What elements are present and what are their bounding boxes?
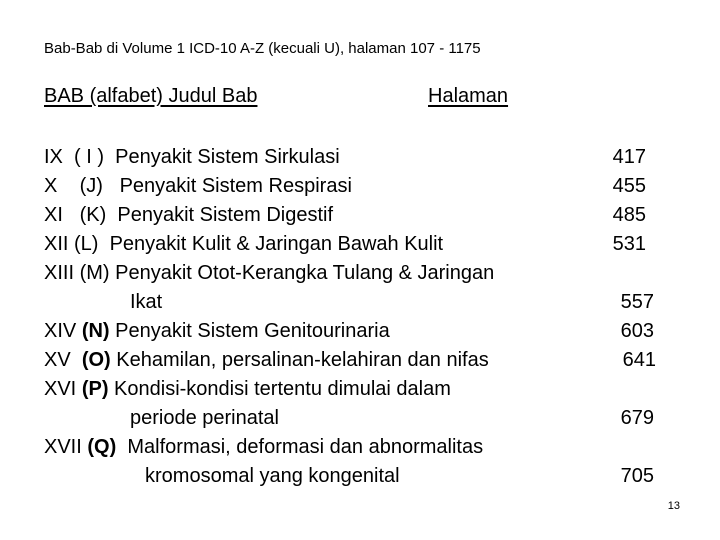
chapter-letter: (Q) bbox=[87, 436, 117, 458]
chapter-roman: IX bbox=[44, 146, 63, 168]
header-page: Halaman bbox=[428, 85, 509, 107]
chapter-title: Kondisi-kondisi tertentu dimulai dalam bbox=[114, 378, 451, 400]
chapter-page: 531 bbox=[612, 233, 646, 255]
slide-number: 13 bbox=[667, 500, 680, 512]
chapter-roman: XIII bbox=[44, 262, 75, 284]
chapter-letter: (L) bbox=[74, 233, 99, 255]
chapter-letter: (J) bbox=[79, 175, 103, 197]
list-item bbox=[44, 203, 333, 227]
chapter-letter: (P) bbox=[81, 378, 109, 400]
chapter-letter: (N) bbox=[81, 320, 110, 342]
chapter-roman: XI bbox=[44, 204, 63, 226]
chapter-page: 557 bbox=[620, 291, 654, 313]
list-item bbox=[44, 319, 390, 343]
chapter-page: 455 bbox=[612, 175, 646, 197]
chapter-title: Penyakit Sistem Genitourinaria bbox=[115, 320, 390, 342]
list-item bbox=[44, 377, 451, 401]
chapter-title: Penyakit Sistem Digestif bbox=[117, 204, 334, 226]
document-subtitle: Bab-Bab di Volume 1 ICD-10 A-Z (kecuali U), halaman 107 - 1175 bbox=[44, 40, 481, 57]
chapter-title: Penyakit Otot-Kerangka Tulang & Jaringan bbox=[115, 262, 495, 284]
chapter-roman: XVI bbox=[44, 378, 77, 400]
chapter-title: Penyakit Sistem Respirasi bbox=[119, 175, 352, 197]
header-chapter-title: BAB (alfabet) Judul Bab bbox=[44, 85, 258, 107]
chapter-page: 705 bbox=[620, 465, 654, 487]
chapter-page: 641 bbox=[622, 349, 656, 371]
chapter-roman: XII bbox=[44, 233, 69, 255]
chapter-title-continued: Ikat bbox=[130, 291, 163, 313]
chapter-roman: XV bbox=[44, 349, 71, 371]
list-item bbox=[44, 145, 340, 169]
chapter-title-continued: periode perinatal bbox=[130, 407, 279, 429]
chapter-roman: XIV bbox=[44, 320, 77, 342]
chapter-roman: XVII bbox=[44, 436, 82, 458]
chapter-page: 485 bbox=[612, 204, 646, 226]
chapter-title: Penyakit Sistem Sirkulasi bbox=[115, 146, 340, 168]
chapter-letter: (O) bbox=[81, 349, 111, 371]
chapter-page: 417 bbox=[612, 146, 646, 168]
list-item bbox=[44, 261, 494, 285]
chapter-title: Malformasi, deformasi dan abnormalitas bbox=[127, 436, 484, 458]
chapter-title: Penyakit Kulit & Jaringan Bawah Kulit bbox=[109, 233, 444, 255]
list-item bbox=[44, 348, 489, 372]
chapter-page: 603 bbox=[620, 320, 654, 342]
chapter-title: Kehamilan, persalinan-kelahiran dan nifas bbox=[116, 349, 489, 371]
list-item bbox=[44, 174, 352, 198]
chapter-letter: (M) bbox=[79, 262, 110, 284]
chapter-letter: ( I ) bbox=[74, 146, 105, 168]
list-item bbox=[44, 232, 443, 256]
chapter-page: 679 bbox=[620, 407, 654, 429]
chapter-title-continued: kromosomal yang kongenital bbox=[145, 465, 400, 487]
list-item bbox=[44, 435, 483, 459]
chapter-roman: X bbox=[44, 175, 58, 197]
chapter-letter: (K) bbox=[79, 204, 107, 226]
